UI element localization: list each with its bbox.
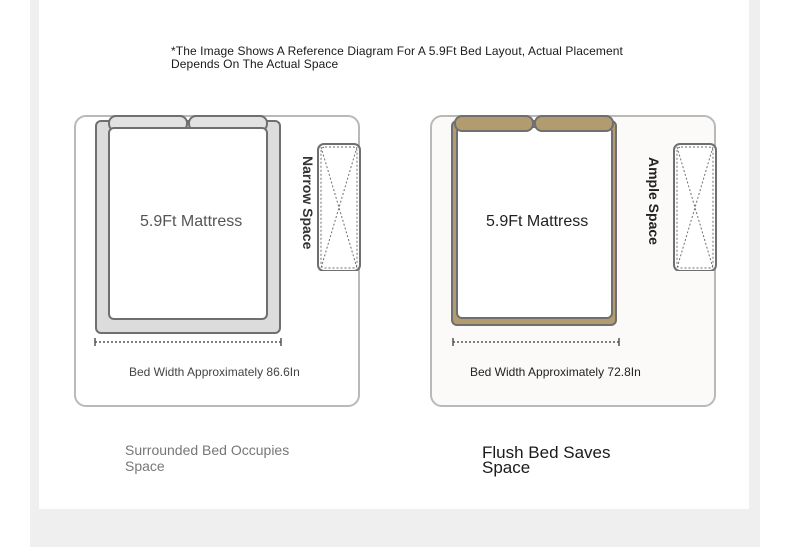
- width-measure-left: [93, 337, 283, 347]
- pillow-left-gold: [454, 115, 534, 132]
- reference-note: *The Image Shows A Reference Diagram For A 5.9Ft Bed Layout, Actual Placement Depends On The Actual Space: [171, 44, 623, 71]
- nightstand-left: [317, 143, 361, 271]
- width-label-left: Bed Width Approximately 86.6In: [129, 365, 300, 379]
- ample-space-label: Ample Space: [646, 157, 662, 245]
- caption-flush: Flush Bed Saves Space: [482, 443, 611, 477]
- width-label-right: Bed Width Approximately 72.8In: [470, 365, 641, 379]
- pillow-right-gold: [534, 115, 614, 132]
- nightstand-right: [673, 143, 717, 271]
- mattress-label-left: 5.9Ft Mattress: [140, 213, 243, 230]
- width-measure-right: [451, 337, 621, 347]
- narrow-space-label: Narrow Space: [300, 156, 316, 250]
- mattress-label-right: 5.9Ft Mattress: [486, 213, 589, 230]
- caption-surrounded: Surrounded Bed Occupies Space: [125, 442, 290, 474]
